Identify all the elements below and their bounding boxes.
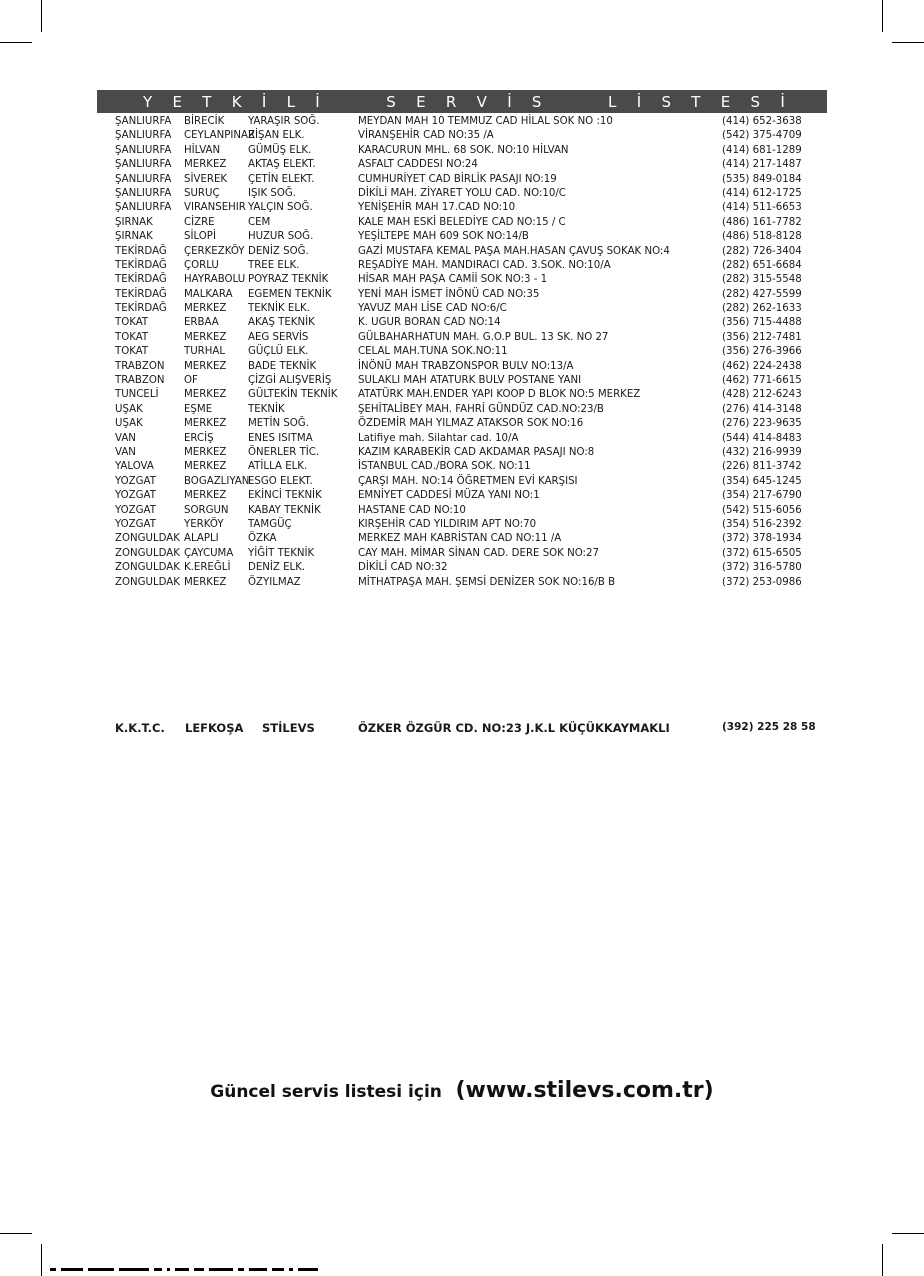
phone-cell: (282) 651-6684 — [722, 259, 802, 271]
phone-cell: (544) 414-8483 — [722, 432, 802, 444]
service-name-cell: BADE TEKNİK — [248, 360, 317, 372]
kktc-phone: (392) 225 28 58 — [722, 721, 816, 733]
city-cell: TRABZON — [115, 360, 165, 372]
table-row — [115, 547, 827, 561]
city-cell: TOKAT — [115, 331, 149, 343]
city-cell: TRABZON — [115, 375, 165, 387]
address-cell: ŞEHİTALİBEY MAH. FAHRİ GÜNDÜZ CAD.NO:23/B — [358, 403, 604, 415]
district-cell: HİLVAN — [184, 144, 221, 156]
address-cell: YENİ MAH İSMET İNÖNÜ CAD NO:35 — [358, 288, 540, 300]
district-cell: VIRANSEHIR — [184, 202, 246, 214]
district-cell: OF — [184, 375, 198, 387]
city-cell: VAN — [115, 432, 136, 444]
service-name-cell: YARAŞIR SOĞ. — [248, 116, 320, 127]
table-row — [115, 245, 827, 259]
phone-cell: (354) 217-6790 — [722, 490, 802, 502]
district-cell: MERKEZ — [184, 331, 227, 343]
address-cell: İSTANBUL CAD./BORA SOK. NO:11 — [358, 461, 531, 473]
city-cell: TEKİRDAĞ — [115, 274, 167, 286]
phone-cell: (414) 681-1289 — [722, 144, 802, 156]
address-cell: ATATÜRK MAH.ENDER YAPI KOOP D BLOK NO:5 MERKEZ — [358, 389, 641, 401]
phone-cell: (535) 849-0184 — [722, 173, 802, 185]
district-cell: ÇERKEZKÖY — [184, 245, 245, 257]
title-letter: V — [476, 92, 487, 111]
service-name-cell: ÖZKA — [248, 533, 277, 545]
district-cell: TURHAL — [184, 346, 226, 358]
service-name-cell: ESGO ELEKT. — [248, 475, 313, 487]
phone-cell: (486) 518-8128 — [722, 231, 802, 243]
phone-cell: (226) 811-3742 — [722, 461, 802, 473]
service-name-cell: YİĞİT TEKNİK — [248, 547, 315, 559]
title-letter: K — [231, 92, 242, 111]
city-cell: YOZGAT — [115, 518, 156, 530]
city-cell: ŞIRNAK — [115, 216, 153, 228]
table-row — [115, 417, 827, 431]
address-cell: EMNİYET CADDESİ MÜZA YANI NO:1 — [358, 490, 540, 502]
phone-cell: (432) 216-9939 — [722, 446, 802, 458]
city-cell: VAN — [115, 446, 136, 458]
district-cell: YERKÖY — [184, 518, 224, 530]
phone-cell: (486) 161-7782 — [722, 216, 802, 228]
district-cell: BOGAZLIYAN — [184, 475, 250, 487]
service-name-cell: POYRAZ TEKNİK — [248, 274, 329, 286]
service-name-cell: ÇİZGİ ALIŞVERİŞ — [248, 375, 332, 387]
title-letter: E — [172, 92, 182, 111]
footer-text: Güncel servis listesi için — [210, 1082, 442, 1102]
city-cell: ŞANLIURFA — [115, 202, 172, 214]
print-slug — [50, 1268, 490, 1276]
phone-cell: (542) 515-6056 — [722, 504, 802, 516]
address-cell: SULAKLI MAH ATATURK BULV POSTANE YANI — [358, 375, 582, 387]
district-cell: SURUÇ — [184, 187, 220, 199]
district-cell: ÇAYCUMA — [184, 547, 234, 559]
city-cell: TEKİRDAĞ — [115, 259, 167, 271]
service-name-cell: AKAŞ TEKNİK — [248, 317, 315, 329]
service-name-cell: TAMGÜÇ — [248, 518, 292, 530]
table-row — [115, 403, 827, 417]
district-cell: K.EREĞLİ — [184, 562, 231, 574]
phone-cell: (282) 726-3404 — [722, 245, 802, 257]
city-cell: TEKİRDAĞ — [115, 303, 167, 315]
phone-cell: (282) 262-1633 — [722, 303, 802, 315]
phone-cell: (428) 212-6243 — [722, 389, 802, 401]
district-cell: BİRECİK — [184, 116, 225, 127]
phone-cell: (414) 217-1487 — [722, 159, 802, 171]
table-row — [115, 504, 827, 518]
table-row — [115, 518, 827, 532]
district-cell: CEYLANPINAR — [184, 130, 256, 142]
phone-cell: (462) 771-6615 — [722, 375, 802, 387]
title-letter: L — [286, 92, 295, 111]
district-cell: ERBAA — [184, 317, 219, 329]
address-cell: REŞADİYE MAH. MANDIRACI CAD. 3.SOK. NO:10/A — [358, 259, 611, 271]
phone-cell: (356) 212-7481 — [722, 331, 802, 343]
service-name-cell: AEG SERVİS — [248, 331, 309, 343]
table-row — [115, 158, 827, 172]
table-row — [115, 576, 827, 590]
phone-cell: (372) 615-6505 — [722, 547, 802, 559]
city-cell: YOZGAT — [115, 490, 156, 502]
title-letter: S — [531, 92, 542, 111]
phone-cell: (542) 375-4709 — [722, 130, 802, 142]
phone-cell: (462) 224-2438 — [722, 360, 802, 372]
kktc-city: K.K.T.C. — [115, 721, 165, 735]
address-cell: CUMHURİYET CAD BİRLİK PASAJI NO:19 — [358, 173, 557, 185]
phone-cell: (372) 316-5780 — [722, 562, 802, 574]
city-cell: ŞANLIURFA — [115, 173, 172, 185]
table-row — [115, 230, 827, 244]
city-cell: ZONGULDAK — [115, 533, 180, 545]
address-cell: DİKİLİ MAH. ZİYARET YOLU CAD. NO:10/C — [358, 187, 566, 199]
address-cell: YEŞİLTEPE MAH 609 SOK NO:14/B — [358, 231, 529, 243]
service-name-cell: DENİZ ELK. — [248, 562, 306, 574]
phone-cell: (354) 516-2392 — [722, 518, 802, 530]
header-bar — [97, 90, 827, 113]
table-row — [115, 302, 827, 316]
district-cell: MERKEZ — [184, 446, 227, 458]
phone-cell: (356) 276-3966 — [722, 346, 802, 358]
service-name-cell: HUZUR SOĞ. — [248, 231, 314, 243]
address-cell: MERKEZ MAH KABRİSTAN CAD NO:11 /A — [358, 533, 562, 545]
city-cell: TOKAT — [115, 317, 149, 329]
service-name-cell: AKTAŞ ELEKT. — [248, 159, 316, 171]
table-row — [115, 173, 827, 187]
address-cell: YAVUZ MAH LİSE CAD NO:6/C — [358, 303, 507, 315]
phone-cell: (414) 652-3638 — [722, 116, 802, 127]
district-cell: ALAPLI — [184, 533, 219, 545]
title-letter: E — [416, 92, 426, 111]
address-cell: MEYDAN MAH 10 TEMMUZ CAD HİLAL SOK NO :10 — [358, 116, 613, 127]
kktc-address: ÖZKER ÖZGÜR CD. NO:23 J.K.L KÜÇÜKKAYMAKLI — [358, 721, 670, 735]
crop-mark — [882, 1244, 883, 1276]
district-cell: SİVEREK — [184, 173, 228, 185]
service-name-cell: CEM — [248, 216, 271, 228]
phone-cell: (276) 414-3148 — [722, 403, 802, 415]
address-cell: Latifiye mah. Silahtar cad. 10/A — [358, 432, 519, 444]
phone-cell: (372) 253-0986 — [722, 576, 802, 588]
service-name-cell: GÜÇLÜ ELK. — [248, 346, 309, 358]
address-cell: K. UGUR BORAN CAD NO:14 — [358, 317, 501, 329]
website-link[interactable]: (www.stilevs.com.tr) — [455, 1078, 714, 1103]
city-cell: ŞANLIURFA — [115, 187, 172, 199]
table-row — [115, 273, 827, 287]
table-row — [115, 360, 827, 374]
district-cell: ÇORLU — [184, 259, 219, 271]
city-cell: ŞANLIURFA — [115, 116, 172, 127]
service-name-cell: ÖZYILMAZ — [248, 576, 301, 588]
phone-cell: (282) 427-5599 — [722, 288, 802, 300]
city-cell: TEKİRDAĞ — [115, 245, 167, 257]
title-letter: Y — [143, 92, 153, 111]
district-cell: MERKEZ — [184, 389, 227, 401]
city-cell: TOKAT — [115, 346, 149, 358]
crop-mark — [41, 0, 42, 32]
table-row — [115, 216, 827, 230]
table-row — [115, 388, 827, 402]
table-row — [115, 475, 827, 489]
crop-mark — [0, 1233, 32, 1234]
kktc-row — [115, 721, 827, 737]
district-cell: MERKEZ — [184, 490, 227, 502]
table-row — [115, 374, 827, 388]
service-name-cell: TREE ELK. — [248, 259, 300, 271]
service-name-cell: ZİŞAN ELK. — [248, 130, 305, 142]
service-name-cell: GÜLTEKİN TEKNİK — [248, 389, 338, 401]
address-cell: İNÖNÜ MAH TRABZONSPOR BULV NO:13/A — [358, 360, 574, 372]
title-letter: İ — [780, 92, 785, 111]
service-name-cell: EKİNCİ TEKNİK — [248, 490, 322, 502]
district-cell: MERKEZ — [184, 360, 227, 372]
address-cell: HASTANE CAD NO:10 — [358, 504, 466, 516]
address-cell: DİKİLİ CAD NO:32 — [358, 562, 448, 574]
crop-mark — [882, 0, 883, 32]
table-row — [115, 316, 827, 330]
district-cell: MERKEZ — [184, 461, 227, 473]
city-cell: YALOVA — [115, 461, 154, 473]
city-cell: ZONGULDAK — [115, 562, 180, 574]
table-row — [115, 129, 827, 143]
title-letter: R — [445, 92, 457, 111]
district-cell: HAYRABOLU — [184, 274, 246, 286]
title-letter: L — [608, 92, 617, 111]
address-cell: VİRANŞEHİR CAD NO:35 /A — [358, 130, 494, 142]
district-cell: SİLOPİ — [184, 231, 216, 243]
address-cell: ÖZDEMİR MAH YILMAZ ATAKSOR SOK NO:16 — [358, 418, 584, 430]
city-cell: UŞAK — [115, 403, 143, 415]
district-cell: MERKEZ — [184, 303, 227, 315]
crop-mark — [892, 1233, 924, 1234]
address-cell: ÇARŞI MAH. NO:14 ÖĞRETMEN EVİ KARŞISI — [358, 475, 578, 487]
phone-cell: (414) 511-6653 — [722, 202, 802, 214]
address-cell: HİSAR MAH PAŞA CAMİİ SOK NO:3 - 1 — [358, 274, 548, 286]
crop-mark — [0, 42, 32, 43]
title-letter: İ — [261, 92, 267, 111]
district-cell: EŞME — [184, 403, 213, 415]
table-row — [115, 532, 827, 546]
table-row — [115, 187, 827, 201]
address-cell: KIRŞEHİR CAD YILDIRIM APT NO:70 — [358, 518, 537, 530]
table-row — [115, 432, 827, 446]
phone-cell: (354) 645-1245 — [722, 475, 802, 487]
city-cell: ŞANLIURFA — [115, 144, 172, 156]
footer — [0, 1078, 924, 1103]
crop-mark — [892, 42, 924, 43]
table-row — [115, 345, 827, 359]
table-row — [115, 115, 827, 129]
service-name-cell: EGEMEN TEKNİK — [248, 288, 332, 300]
title-letter: E — [720, 92, 731, 111]
district-cell: MALKARA — [184, 288, 233, 300]
service-list — [115, 115, 827, 590]
title-letter: S — [750, 92, 761, 111]
service-name-cell: GÜMÜŞ ELK. — [248, 144, 312, 156]
table-row — [115, 144, 827, 158]
address-cell: GÜLBAHARHATUN MAH. G.O.P BUL. 13 SK. NO 27 — [358, 331, 609, 343]
table-row — [115, 561, 827, 575]
service-name-cell: ENES ISITMA — [248, 432, 313, 444]
address-cell: KAZIM KARABEKİR CAD AKDAMAR PASAJI NO:8 — [358, 446, 595, 458]
district-cell: SORGUN — [184, 504, 229, 516]
city-cell: ZONGULDAK — [115, 547, 180, 559]
district-cell: ERCİŞ — [184, 432, 214, 444]
address-cell: MİTHATPAŞA MAH. ŞEMSİ DENİZER SOK NO:16/B B — [358, 576, 616, 588]
table-row — [115, 201, 827, 215]
service-name-cell: TEKNİK ELK. — [248, 303, 310, 315]
district-cell: MERKEZ — [184, 576, 227, 588]
page-title — [97, 90, 827, 113]
table-row — [115, 489, 827, 503]
service-name-cell: IŞIK SOĞ. — [248, 187, 297, 199]
service-name-cell: KABAY TEKNİK — [248, 504, 321, 516]
district-cell: CİZRE — [184, 216, 215, 228]
district-cell: MERKEZ — [184, 159, 227, 171]
service-name-cell: ÇETİN ELEKT. — [248, 173, 315, 185]
title-letter: S — [386, 92, 396, 111]
phone-cell: (372) 378-1934 — [722, 533, 802, 545]
title-letter: İ — [315, 92, 320, 111]
address-cell: GAZİ MUSTAFA KEMAL PAŞA MAH.HASAN ÇAVUŞ SOKAK NO:4 — [358, 245, 670, 257]
address-cell: CELAL MAH.TUNA SOK.NO:11 — [358, 346, 508, 358]
address-cell: YENİŞEHİR MAH 17.CAD NO:10 — [358, 202, 516, 214]
title-letter: İ — [636, 92, 642, 111]
service-name-cell: YALÇIN SOĞ. — [248, 202, 313, 214]
title-letter: T — [202, 92, 212, 111]
city-cell: ZONGULDAK — [115, 576, 180, 588]
city-cell: UŞAK — [115, 418, 143, 430]
district-cell: MERKEZ — [184, 418, 227, 430]
address-cell: CAY MAH. MİMAR SİNAN CAD. DERE SOK NO:27 — [358, 547, 599, 559]
city-cell: YOZGAT — [115, 475, 156, 487]
city-cell: ŞANLIURFA — [115, 159, 172, 171]
title-letter: T — [691, 92, 701, 111]
city-cell: YOZGAT — [115, 504, 156, 516]
table-row — [115, 460, 827, 474]
title-letter: İ — [507, 92, 512, 111]
city-cell: TUNCELİ — [115, 389, 159, 401]
phone-cell: (414) 612-1725 — [722, 187, 802, 199]
service-name-cell: DENİZ SOĞ. — [248, 245, 309, 257]
address-cell: ASFALT CADDESI NO:24 — [358, 159, 478, 171]
city-cell: ŞANLIURFA — [115, 130, 172, 142]
address-cell: KALE MAH ESKİ BELEDİYE CAD NO:15 / C — [358, 216, 566, 228]
phone-cell: (282) 315-5548 — [722, 274, 802, 286]
service-name-cell: ATİLLA ELK. — [248, 461, 308, 473]
service-name-cell: ÖNERLER TİC. — [248, 446, 320, 458]
phone-cell: (276) 223-9635 — [722, 418, 802, 430]
table-row — [115, 331, 827, 345]
phone-cell: (356) 715-4488 — [722, 317, 802, 329]
kktc-district: LEFKOŞA — [185, 721, 244, 735]
address-cell: KARACURUN MHL. 68 SOK. NO:10 HİLVAN — [358, 144, 569, 156]
city-cell: TEKİRDAĞ — [115, 288, 167, 300]
city-cell: ŞIRNAK — [115, 231, 153, 243]
crop-mark — [41, 1244, 42, 1276]
table-row — [115, 288, 827, 302]
table-row — [115, 259, 827, 273]
service-name-cell: TEKNİK — [248, 403, 285, 415]
title-letter: S — [661, 92, 671, 111]
kktc-service-name: STİLEVS — [262, 721, 315, 735]
table-row — [115, 446, 827, 460]
service-name-cell: METİN SOĞ. — [248, 418, 309, 430]
